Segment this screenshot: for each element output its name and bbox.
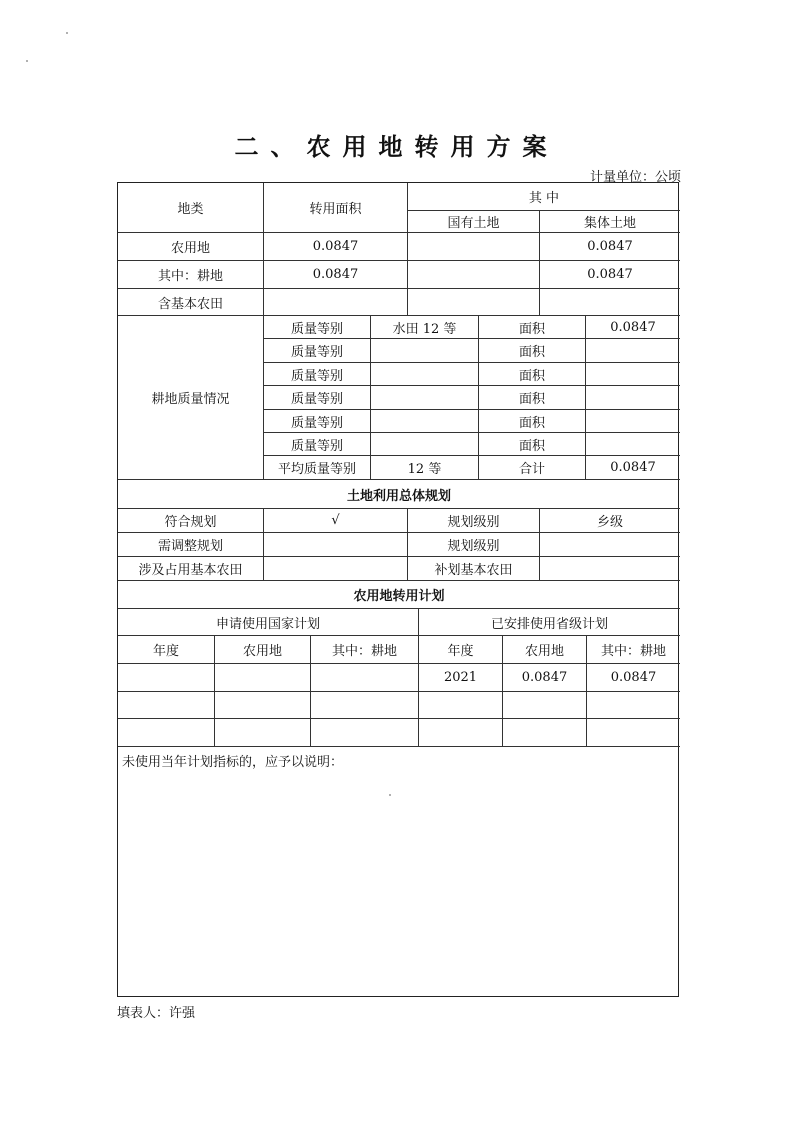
planning-row-label: 涉及占用基本农田 (118, 557, 264, 581)
planning-section-title: 土地利用总体规划 (118, 480, 680, 509)
quality-area-value: 0.0847 (586, 316, 680, 339)
average-grade-value: 12 等 (371, 456, 479, 480)
plan-cell (118, 719, 215, 747)
quality-grade-value (371, 386, 479, 410)
plan-cell (215, 692, 311, 719)
land-row-area: 0.0847 (264, 261, 408, 289)
planning-row-label: 需调整规划 (118, 533, 264, 557)
national-plan-header: 申请使用国家计划 (118, 609, 419, 636)
quality-section-label: 耕地质量情况 (118, 316, 264, 480)
plan-cell (419, 692, 503, 719)
column-header: 年度 (419, 636, 503, 664)
plan-cell (215, 664, 311, 692)
land-row-label: 含基本农田 (118, 289, 264, 316)
total-area-label: 合计 (479, 456, 586, 480)
plan-cell: 0.0847 (503, 664, 587, 692)
plan-cell (311, 719, 419, 747)
land-row-area: 0.0847 (264, 233, 408, 261)
quality-area-value (586, 410, 680, 433)
conversion-form-table (117, 182, 679, 997)
quality-grade-label: 质量等别 (264, 386, 371, 410)
quality-area-value (586, 339, 680, 363)
quality-area-label: 面积 (479, 339, 586, 363)
land-row-label: 农用地 (118, 233, 264, 261)
page-title: 二、农用地转用方案 (234, 133, 559, 161)
scan-speck (66, 32, 68, 34)
quality-grade-value (371, 433, 479, 456)
supplement-farmland-value (540, 557, 680, 581)
provincial-plan-header: 已安排使用省级计划 (419, 609, 680, 636)
quality-area-label: 面积 (479, 386, 586, 410)
header-converted-area: 转用面积 (264, 183, 408, 233)
column-header: 农用地 (215, 636, 311, 664)
land-row-collective: 0.0847 (540, 261, 680, 289)
plan-cell (419, 719, 503, 747)
header-state-land: 国有土地 (408, 211, 540, 233)
land-row-state (408, 289, 540, 316)
total-area-value: 0.0847 (586, 456, 680, 480)
column-header: 年度 (118, 636, 215, 664)
quality-grade-label: 质量等别 (264, 339, 371, 363)
quality-grade-value: 水田 12 等 (371, 316, 479, 339)
quality-area-value (586, 386, 680, 410)
plan-cell: 2021 (419, 664, 503, 692)
supplement-farmland-label: 补划基本农田 (408, 557, 540, 581)
planning-level-label: 规划级别 (408, 533, 540, 557)
column-header: 其中：耕地 (587, 636, 680, 664)
plan-cell (118, 664, 215, 692)
header-among: 其 中 (408, 183, 680, 211)
plan-cell (311, 664, 419, 692)
quality-area-value (586, 433, 680, 456)
quality-grade-value (371, 410, 479, 433)
quality-area-value (586, 363, 680, 386)
column-header: 其中：耕地 (311, 636, 419, 664)
form-filled-by: 填表人：许强 (117, 1006, 196, 1021)
column-header: 农用地 (503, 636, 587, 664)
average-grade-label: 平均质量等别 (264, 456, 371, 480)
quality-area-label: 面积 (479, 410, 586, 433)
header-collective-land: 集体土地 (540, 211, 680, 233)
quality-grade-value (371, 363, 479, 386)
land-row-state (408, 261, 540, 289)
planning-row-value (264, 533, 408, 557)
quality-grade-value (371, 339, 479, 363)
explanation-area (118, 747, 680, 997)
quality-area-label: 面积 (479, 316, 586, 339)
measurement-unit: 计量单位：公顷 (589, 170, 681, 185)
explanation-prompt: 未使用当年计划指标的，应予以说明： (122, 755, 344, 770)
planning-row-label: 符合规划 (118, 509, 264, 533)
plan-cell (311, 692, 419, 719)
planning-row-value: √ (264, 509, 408, 533)
plan-cell (118, 692, 215, 719)
quality-grade-label: 质量等别 (264, 433, 371, 456)
header-land-type: 地类 (118, 183, 264, 233)
land-row-label: 其中：耕地 (118, 261, 264, 289)
plan-cell (503, 719, 587, 747)
plan-cell: 0.0847 (587, 664, 680, 692)
planning-level-label: 规划级别 (408, 509, 540, 533)
conversion-plan-title: 农用地转用计划 (118, 581, 680, 609)
land-row-collective: 0.0847 (540, 233, 680, 261)
land-row-collective (540, 289, 680, 316)
planning-level-value: 乡级 (540, 509, 680, 533)
plan-cell (215, 719, 311, 747)
quality-grade-label: 质量等别 (264, 363, 371, 386)
planning-row-value (264, 557, 408, 581)
quality-grade-label: 质量等别 (264, 410, 371, 433)
land-row-state (408, 233, 540, 261)
scan-speck (26, 60, 28, 62)
quality-grade-label: 质量等别 (264, 316, 371, 339)
plan-cell (587, 719, 680, 747)
quality-area-label: 面积 (479, 433, 586, 456)
plan-cell (587, 692, 680, 719)
plan-cell (503, 692, 587, 719)
land-row-area (264, 289, 408, 316)
planning-level-value (540, 533, 680, 557)
quality-area-label: 面积 (479, 363, 586, 386)
